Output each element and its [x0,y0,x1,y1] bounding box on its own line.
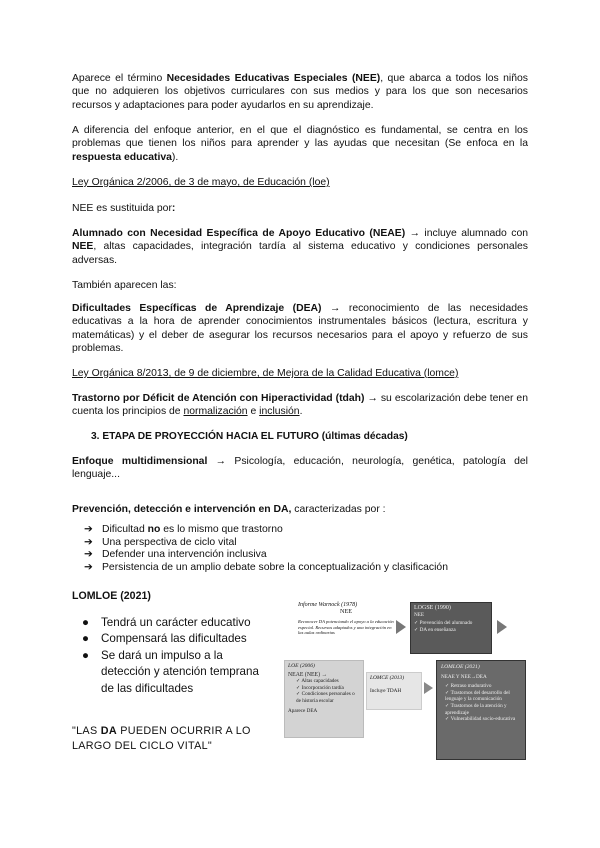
loe-title: LOE (2006) [288,663,315,669]
paragraph-nee-sustituida: NEE es sustituida por: [72,203,176,214]
loe-sub: NEAE (NEE) → [288,671,328,678]
quote-ciclo-vital: "LAS DA PUEDEN OCURRIR A LO LARGO DEL CICLO VITAL" [72,725,251,752]
bullet-icon: ● [82,632,90,646]
arrow-list-item: ➔ Persistencia de un amplio debate sobre la conceptualización y clasificación [84,561,448,573]
lomloe-bullet-item: ● Compensará las dificultades [72,631,272,647]
logse-title: LOGSE (1990) [414,605,451,611]
logse-item: ✓ Prevención del alumnado [414,620,473,627]
paragraph-enfoque-multidimensional: Enfoque multidimensional → Psicología, educación, neurología, genética, patología del lenguaje... [72,456,528,481]
paragraph-tambien: También aparecen las: [72,280,177,291]
arrow-list [72,524,528,574]
lomloe-title: LOMLOE (2021) [441,664,480,670]
bullet-icon: ● [82,616,90,629]
lomloe-box [436,660,526,760]
lomloe-item: ✓ Retraso madurativo [445,683,492,690]
arrow-right-icon [497,620,507,634]
paragraph-dea: Dificultades Específicas de Aprendizaje (DEA) → reconocimiento de las necesidades educativas a la hora de aprender conocimientos instrumentales básicos (lectura, escritura y matemáticas) y el deber de asegurar los recursos necesarios para el apoyo y refuerzo de sus problemas. [72,303,528,355]
logse-sub: NEE [414,611,425,618]
loe-item: ✓ Condiciones personales o de historia escolar [296,691,355,704]
warnock-box [298,602,394,654]
lomloe-heading: LOMLOE (2021) [72,590,151,602]
paragraph-tdah: Trastorno por Déficit de Atención con Hiperactividad (tdah) → su escolarización debe tener en cuenta los principios de normalización e inclusión. [72,393,528,418]
bullet-icon: ● [82,648,90,662]
lomloe-item: ✓ Vulnerabilidad socio-educativa [445,716,516,723]
arrow-icon: ➔ [84,561,93,573]
law-heading-loe: Ley Orgánica 2/2006, de 3 de mayo, de Educación (loe) [72,177,330,188]
warnock-body: Reconocer DA potenciando el apoyo a la educación especial. Recursos adaptados y una integración en las aulas ordinarias [298,619,394,636]
loe-item: ✓ Incorporación tardía [296,684,344,691]
warnock-sub: NEE [339,607,353,615]
lomloe-bullet-list [72,615,272,697]
loe-item: ✓ Altas capacidades [296,678,339,685]
lomloe-item: ✓ Trastornos del desarrollo del lenguaje y la comunicación [445,689,510,703]
arrow-icon: ➔ [84,536,93,548]
paragraph-enfoque: A diferencia del enfoque anterior, en el que el diagnóstico es fundamental, se centra en los problemas que tienen los niños para aprender y las ayudas que necesitan (Se enfoca en la respuesta educativa). [72,125,528,163]
lomce-title: LOMCE (2013) [370,675,404,681]
logse-box [410,602,492,654]
arrow-right-icon [424,682,433,694]
arrow-list-item: ➔ Dificultad no es lo mismo que trastorno [84,524,283,535]
arrow-list-item: ➔ Defender una intervención inclusiva [84,549,267,561]
paragraph-nee-intro: Aparece el término Necesidades Educativas Especiales (NEE), que abarca a todos los niños que no adquieren los objetivos curriculares con sus medios y para los que son necesarios recursos y adaptaciones para poder ayudarlos en su aprendizaje. [72,73,528,111]
lomloe-bullet-item: ● Tendrá un carácter educativo [72,615,272,631]
lomloe-item: ✓ Trastornos de la atención y aprendizaje [445,702,507,716]
lomloe-bullet-item: ● Se dará un impulso a la detección y atención temprana de las dificultades [82,648,259,695]
arrow-icon: ➔ [84,549,93,561]
loe-box [284,660,364,738]
paragraph-prevencion: Prevención, detección e intervención en DA, caracterizadas por : [72,504,386,515]
arrow-list-item: ➔ Una perspectiva de ciclo vital [84,536,237,548]
section-heading-3: 3. ETAPA DE PROYECCIÓN HACIA EL FUTURO (últimas décadas) [91,431,408,442]
lomce-box [366,672,422,710]
paragraph-neae: Alumnado con Necesidad Específica de Apoyo Educativo (NEAE) → incluye alumnado con NEE, altas capacidades, integración tardía al sistema educativo y condiciones personales adversas. [72,228,529,266]
law-heading-lomce: Ley Orgánica 8/2013, de 9 de diciembre, de Mejora de la Calidad Educativa (lomce) [72,368,459,379]
lomloe-sub: NEAE Y NEE→DEA [441,673,487,680]
lomce-body: Incluye TDAH [370,687,402,694]
arrow-right-icon [396,620,406,634]
loe-foot: Aparece DEA [288,707,318,714]
arrow-icon: ➔ [84,524,93,535]
warnock-title: Informe Warnock (1978) [298,602,358,608]
logse-item: ✓ DA en enseñanza [414,626,456,633]
